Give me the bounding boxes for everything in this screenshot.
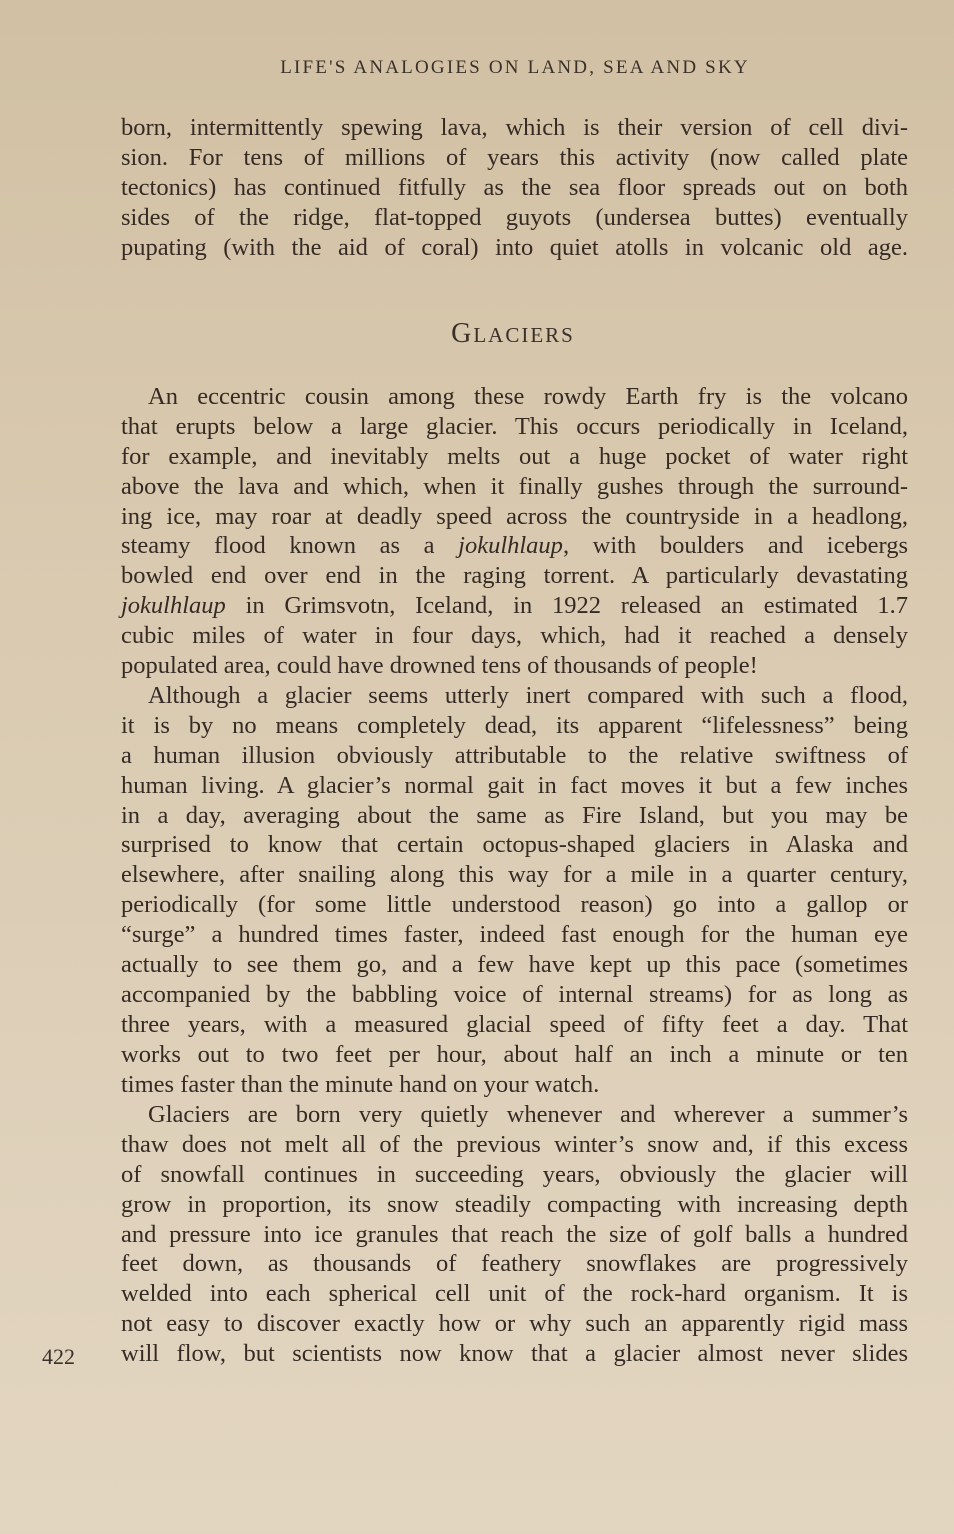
text-line: cubic miles of water in four days, which, had it reached a densely <box>121 622 908 650</box>
text-line: accompanied by the babbling voice of internal streams) for as long as <box>121 980 908 1008</box>
paragraph-3 <box>121 1100 908 1369</box>
text-line: it is by no means completely dead, its apparent “lifelessness” being <box>121 711 908 739</box>
text-line: born, intermittently spewing lava, which is their version of cell divi- <box>121 114 908 141</box>
text-line: sion. For tens of millions of years this activity (now called plate <box>121 143 908 171</box>
section-heading-initial: G <box>451 318 474 349</box>
running-head: LIFE'S ANALOGIES ON LAND, SEA AND SKY <box>280 57 750 78</box>
paragraph-1 <box>121 382 908 681</box>
italic-term: jokulhlaup <box>121 592 226 620</box>
text-line: above the lava and which, when it finally gushes through the surround- <box>121 472 908 500</box>
text-line: thaw does not melt all of the previous winter’s snow and, if this excess <box>121 1130 908 1158</box>
text-line: “surge” a hundred times faster, indeed fast enough for the human eye <box>121 921 908 949</box>
text-line: and pressure into ice granules that reach the size of golf balls a hundred <box>121 1220 908 1248</box>
text-line: a human illusion obviously attributable to the relative swiftness of <box>121 741 908 769</box>
text-line: Glaciers are born very quietly whenever and wherever a summer’s <box>148 1101 908 1128</box>
text-line: actually to see them go, and a few have kept up this pace (sometimes <box>121 951 908 979</box>
text-line: feet down, as thousands of feathery snowflakes are progressively <box>121 1250 908 1278</box>
paragraph-2 <box>121 681 908 1099</box>
page-number: 422 <box>42 1344 75 1369</box>
text-line: in a day, averaging about the same as Fire Island, but you may be <box>121 801 908 829</box>
italic-term: jokulhlaup <box>458 532 563 560</box>
text-line: grow in proportion, its snow steadily compacting with increasing depth <box>121 1190 908 1218</box>
text-line: for example, and inevitably melts out a huge pocket of water right <box>121 442 908 470</box>
text-line: human living. A glacier’s normal gait in fact moves it but a few inches <box>121 771 908 799</box>
text-run: , with boulders and icebergs <box>562 532 908 560</box>
text-run: steamy flood known as a <box>121 532 459 560</box>
text-line: bowled end over end in the raging torrent. A particularly devastating <box>121 562 908 590</box>
text-line: An eccentric cousin among these rowdy Earth fry is the volcano <box>148 383 908 410</box>
section-heading <box>0 318 954 350</box>
text-line: surprised to know that certain octopus-shaped glaciers in Alaska and <box>121 831 908 859</box>
text-line: will flow, but scientists now know that a glacier almost never slides <box>121 1340 908 1368</box>
text-line: pupating (with the aid of coral) into quiet atolls in volcanic old age. <box>121 233 908 261</box>
text-line: welded into each spherical cell unit of the rock-hard organism. It is <box>121 1280 908 1308</box>
text-line <box>121 531 908 561</box>
text-line: periodically (for some little understood reason) go into a gallop or <box>121 891 908 919</box>
text-line <box>121 591 908 621</box>
section-heading-rest: LACIERS <box>473 323 575 347</box>
text-line: elsewhere, after snailing along this way for a mile in a quarter century, <box>121 861 908 889</box>
text-run: in Grimsvotn, Iceland, in 1922 released an estimated 1.7 <box>225 592 908 620</box>
text-line: three years, with a measured glacial speed of fifty feet a day. That <box>121 1010 908 1038</box>
text-line: not easy to discover exactly how or why such an apparently rigid mass <box>121 1310 908 1338</box>
text-line: works out to two feet per hour, about half an inch a minute or ten <box>121 1040 908 1068</box>
text-line: tectonics) has continued fitfully as the sea floor spreads out on both <box>121 173 908 201</box>
text-line: of snowfall continues in succeeding years, obviously the glacier will <box>121 1160 908 1188</box>
text-line: times faster than the minute hand on your watch. <box>121 1070 600 1098</box>
text-line: ing ice, may roar at deadly speed across the countryside in a headlong, <box>121 502 908 530</box>
text-line: populated area, could have drowned tens of thousands of people! <box>121 652 758 680</box>
continuation-paragraph <box>121 113 908 262</box>
text-line: sides of the ridge, flat-topped guyots (undersea buttes) eventually <box>121 203 908 231</box>
text-line: Although a glacier seems utterly inert compared with such a flood, <box>148 682 908 709</box>
text-line: that erupts below a large glacier. This occurs periodically in Iceland, <box>121 412 908 440</box>
